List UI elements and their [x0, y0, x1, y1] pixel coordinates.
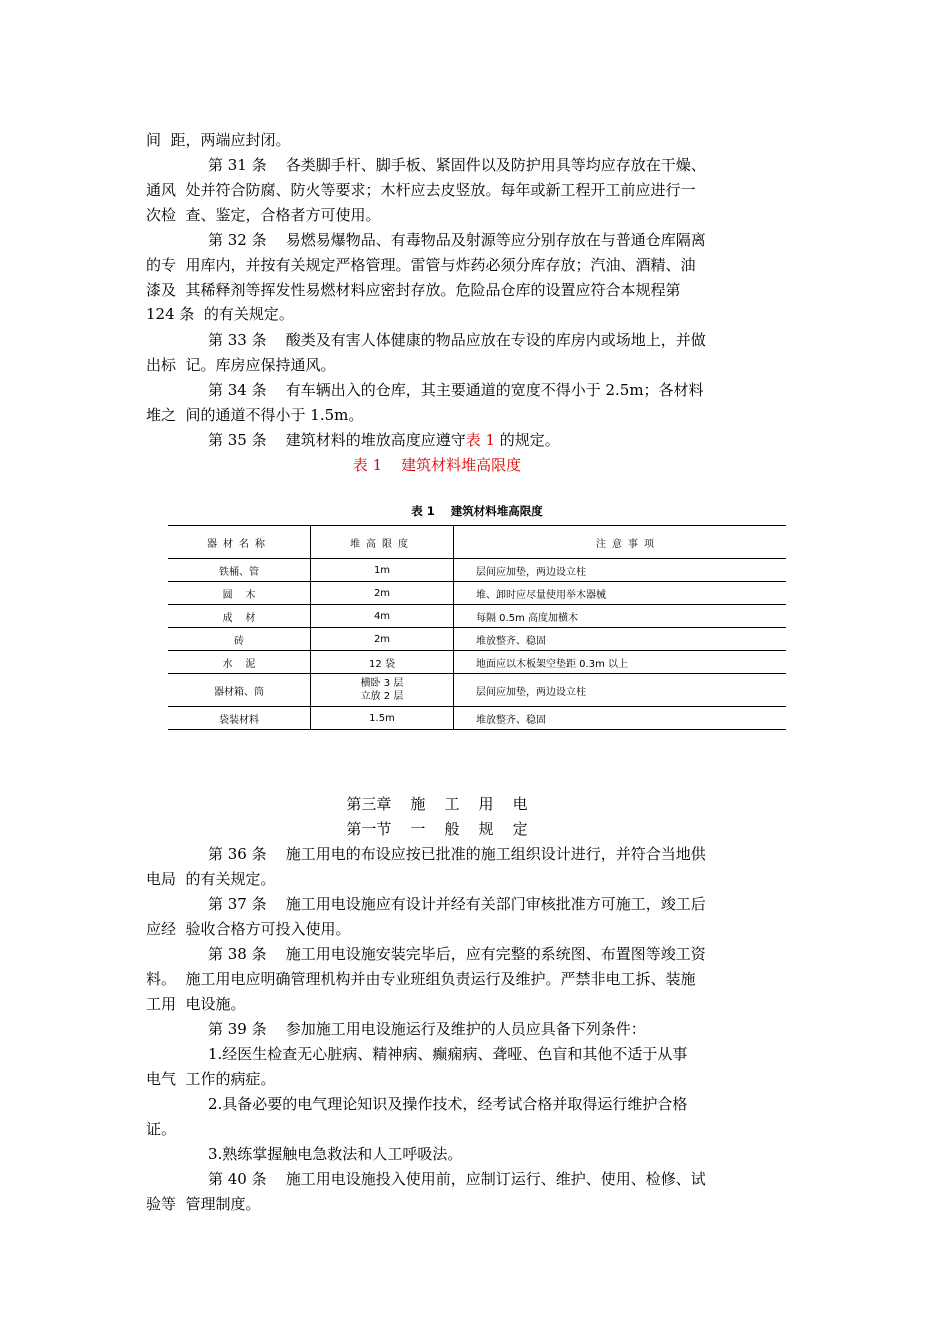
cell-height: 2m: [311, 628, 454, 651]
table-caption: 表 1 建筑材料堆高限度: [352, 456, 522, 474]
article-40: 第 40 条 施工用电设施投入使用前，应制订运行、维护、使用、检修、试: [208, 1170, 706, 1188]
materials-height-table: [168, 525, 786, 730]
chapter-title: 第三章 施 工 用 电: [346, 795, 528, 813]
table-title: 表 1 建筑材料堆高限度: [411, 504, 543, 518]
cell-name: 圆 木: [222, 589, 256, 601]
article-37: 第 37 条 施工用电设施应有设计并经有关部门审核批准方可施工，竣工后: [208, 895, 706, 913]
text-line: 工用 电设施。: [146, 995, 246, 1013]
table-row: [168, 674, 786, 707]
article-35: [208, 430, 560, 450]
table-row: [168, 628, 786, 651]
cell-name: 铁桶、管: [219, 566, 259, 578]
cell-name: 砖: [234, 635, 244, 647]
cell-height: 1.5m: [311, 707, 454, 730]
text-line: 漆及 其稀释剂等挥发性易燃材料应密封存放。危险品仓库的设置应符合本规程第: [146, 281, 681, 299]
cell-height: 横卧 3 层 立放 2 层: [311, 674, 454, 707]
condition-1: 1.经医生检查无心脏病、精神病、癫痫病、聋哑、色盲和其他不适于从事: [208, 1045, 688, 1063]
condition-3: 3.熟练掌握触电急救法和人工呼吸法。: [208, 1145, 463, 1163]
text-line: 的专 用库内，并按有关规定严格管理。雷管与炸药必须分库存放；汽油、酒精、油: [146, 256, 696, 274]
table-row: [168, 582, 786, 605]
cell-notes: 堆放整齐、稳固: [454, 628, 787, 651]
article-39: 第 39 条 参加施工用电设施运行及维护的人员应具备下列条件：: [208, 1020, 646, 1038]
article-38: 第 38 条 施工用电设施安装完毕后，应有完整的系统图、布置图等竣工资: [208, 945, 706, 963]
table-row: [168, 651, 786, 674]
cell-notes: 堆放整齐、稳固: [454, 707, 787, 730]
section-title: 第一节 一 般 规 定: [346, 820, 528, 838]
table-row: [168, 559, 786, 582]
cell-notes: 堆、卸时应尽量使用举木器械: [454, 582, 787, 605]
text-line: 证。: [146, 1120, 177, 1138]
text-line: 电局 的有关规定。: [146, 870, 276, 888]
cell-height: 4m: [311, 605, 454, 628]
cell-height: 12 袋: [311, 651, 454, 674]
table-row: [168, 605, 786, 628]
text-line: 间 距，两端应封闭。: [146, 131, 291, 149]
article-36: 第 36 条 施工用电的布设应按已批准的施工组织设计进行，并符合当地供: [208, 845, 706, 863]
table-row: [168, 707, 786, 730]
condition-2: 2.具备必要的电气理论知识及操作技术，经考试合格并取得运行维护合格: [208, 1095, 688, 1113]
header-height: 堆高限度: [311, 526, 454, 559]
text-line: 电气 工作的病症。: [146, 1070, 276, 1088]
cell-notes: 层间应加垫，两边设立柱: [454, 559, 787, 582]
article-33: 第 33 条 酸类及有害人体健康的物品应放在专设的库房内或场地上，并做: [208, 331, 706, 349]
cell-name: 袋装材料: [219, 714, 259, 726]
cell-notes: 地面应以木板架空垫距 0.3m 以上: [454, 651, 787, 674]
text-line: 应经 验收合格方可投入使用。: [146, 920, 351, 938]
cell-height: 1m: [311, 559, 454, 582]
table-1-link[interactable]: 表 1: [465, 431, 496, 449]
article-32: 第 32 条 易燃易爆物品、有毒物品及射源等应分别存放在与普通仓库隔离: [208, 231, 706, 249]
text-line: 验等 管理制度。: [146, 1195, 261, 1213]
article-34: 第 34 条 有车辆出入的仓库，其主要通道的宽度不得小于 2.5m；各材料: [208, 381, 704, 399]
text-line: 堆之 间的通道不得小于 1.5m。: [146, 406, 364, 424]
header-name: 器材名称: [207, 538, 271, 550]
article-31: 第 31 条 各类脚手杆、脚手板、紧固件以及防护用具等均应存放在干燥、: [208, 156, 706, 174]
cell-notes: 层间应加垫，两边设立柱: [454, 674, 787, 707]
cell-height: 2m: [311, 582, 454, 605]
text-line: 料。 施工用电应明确管理机构并由专业班组负责运行及维护。严禁非电工拆、装施: [146, 970, 696, 988]
cell-name: 器材箱、筒: [214, 686, 264, 698]
article-35-tail: 的规定。: [495, 431, 560, 449]
cell-name: 成 材: [222, 612, 256, 624]
table-header-row: [168, 526, 786, 559]
cell-notes: 每隔 0.5m 高度加横木: [454, 605, 787, 628]
header-notes: 注意事项: [454, 526, 787, 559]
text-line: 次检 查、鉴定，合格者方可使用。: [146, 206, 381, 224]
cell-name: 水 泥: [222, 658, 256, 670]
text-line: 出标 记。库房应保持通风。: [146, 356, 336, 374]
text-line: 通风 处并符合防腐、防火等要求；木杆应去皮竖放。每年或新工程开工前应进行一: [146, 181, 696, 199]
text-line: 124 条 的有关规定。: [146, 305, 294, 323]
article-35-text: 第 35 条 建筑材料的堆放高度应遵守: [208, 431, 466, 449]
